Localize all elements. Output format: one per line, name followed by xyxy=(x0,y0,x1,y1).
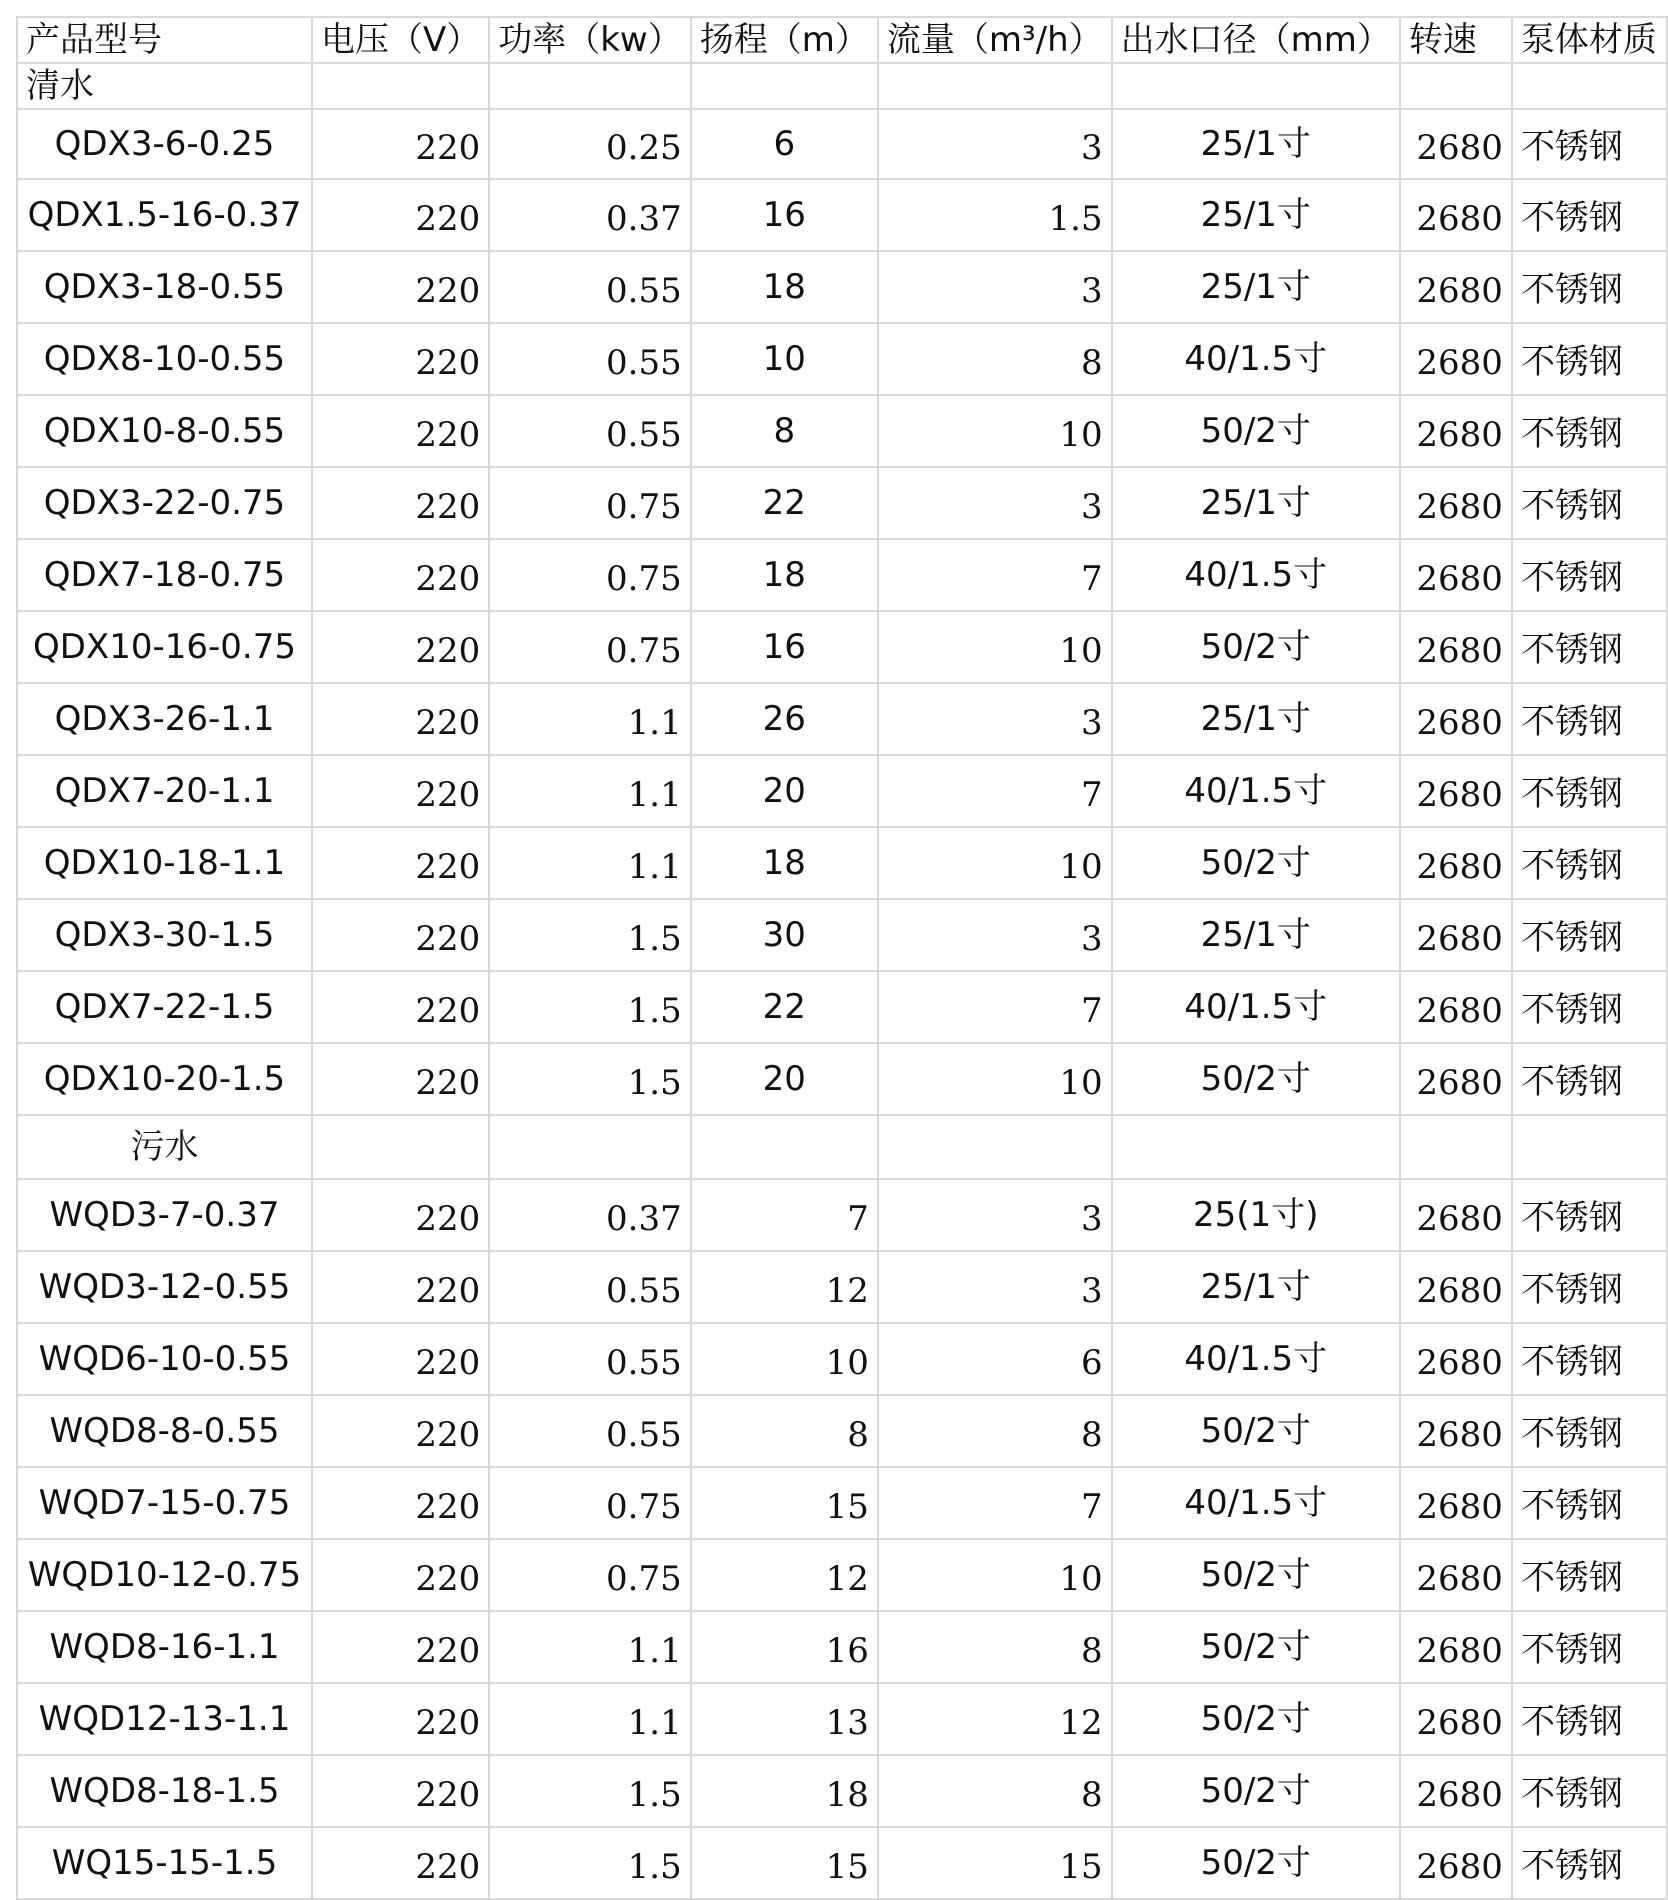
cell-model[interactable]: WQD3-12-0.55 xyxy=(17,1251,312,1323)
cell-voltage[interactable]: 220 xyxy=(312,1251,489,1323)
table-row xyxy=(17,755,1667,827)
cell-speed[interactable]: 2680 xyxy=(1400,179,1512,251)
cell-flow[interactable]: 7 xyxy=(878,539,1112,611)
cell-speed[interactable]: 2680 xyxy=(1400,251,1512,323)
cell-material[interactable]: 不锈钢 xyxy=(1512,1827,1667,1899)
cell-flow[interactable]: 7 xyxy=(878,971,1112,1043)
cell-voltage[interactable]: 220 xyxy=(312,539,489,611)
cell-voltage[interactable]: 220 xyxy=(312,683,489,755)
cell-voltage[interactable]: 220 xyxy=(312,1043,489,1115)
cell-voltage[interactable]: 220 xyxy=(312,1179,489,1251)
cell-flow[interactable]: 3 xyxy=(878,1179,1112,1251)
cell-material[interactable]: 不锈钢 xyxy=(1512,1611,1667,1683)
cell-flow[interactable]: 8 xyxy=(878,1611,1112,1683)
cell-flow[interactable]: 10 xyxy=(878,1539,1112,1611)
cell-voltage[interactable]: 220 xyxy=(312,323,489,395)
section-label[interactable]: 清水 xyxy=(17,63,312,109)
col-header-diameter[interactable]: 出水口径（mm） xyxy=(1112,17,1400,63)
cell-diameter[interactable]: 40/1.5寸 xyxy=(1112,539,1400,611)
cell-flow[interactable]: 1.5 xyxy=(878,179,1112,251)
cell-power[interactable]: 1.5 xyxy=(489,1827,691,1899)
cell-diameter[interactable]: 50/2寸 xyxy=(1112,827,1400,899)
cell-head[interactable]: 18 xyxy=(691,827,878,899)
cell-diameter[interactable]: 25/1寸 xyxy=(1112,109,1400,179)
cell-diameter[interactable]: 50/2寸 xyxy=(1112,1611,1400,1683)
col-header-material[interactable]: 泵体材质 xyxy=(1512,17,1667,63)
cell-diameter[interactable]: 50/2寸 xyxy=(1112,1539,1400,1611)
pump-spec-table xyxy=(16,16,1668,1900)
cell-voltage[interactable]: 220 xyxy=(312,971,489,1043)
cell-voltage[interactable]: 220 xyxy=(312,1611,489,1683)
cell-material[interactable]: 不锈钢 xyxy=(1512,1395,1667,1467)
cell-power[interactable]: 0.37 xyxy=(489,179,691,251)
cell-power[interactable]: 0.25 xyxy=(489,109,691,179)
cell-head[interactable]: 13 xyxy=(691,1683,878,1755)
cell-head[interactable]: 8 xyxy=(691,1395,878,1467)
cell-voltage[interactable]: 220 xyxy=(312,827,489,899)
cell-material[interactable]: 不锈钢 xyxy=(1512,1251,1667,1323)
cell-voltage[interactable]: 220 xyxy=(312,1323,489,1395)
cell-material[interactable]: 不锈钢 xyxy=(1512,395,1667,467)
cell-flow[interactable]: 10 xyxy=(878,395,1112,467)
cell-power[interactable]: 1.1 xyxy=(489,827,691,899)
cell-head[interactable]: 10 xyxy=(691,1323,878,1395)
cell-power[interactable]: 0.75 xyxy=(489,539,691,611)
cell-speed[interactable]: 2680 xyxy=(1400,1043,1512,1115)
cell-diameter[interactable]: 25/1寸 xyxy=(1112,179,1400,251)
cell-flow[interactable]: 10 xyxy=(878,1043,1112,1115)
cell-flow[interactable]: 8 xyxy=(878,1395,1112,1467)
cell-diameter[interactable]: 25/1寸 xyxy=(1112,899,1400,971)
cell-voltage[interactable]: 220 xyxy=(312,179,489,251)
table-row xyxy=(17,251,1667,323)
cell-diameter[interactable]: 25/1寸 xyxy=(1112,1251,1400,1323)
cell-model[interactable]: QDX3-30-1.5 xyxy=(17,899,312,971)
cell-model[interactable]: WQD8-8-0.55 xyxy=(17,1395,312,1467)
empty-cell[interactable] xyxy=(489,1115,691,1179)
cell-head[interactable]: 30 xyxy=(691,899,878,971)
cell-voltage[interactable]: 220 xyxy=(312,251,489,323)
cell-power[interactable]: 0.55 xyxy=(489,1323,691,1395)
cell-voltage[interactable]: 220 xyxy=(312,755,489,827)
cell-speed[interactable]: 2680 xyxy=(1400,1179,1512,1251)
cell-speed[interactable]: 2680 xyxy=(1400,539,1512,611)
cell-voltage[interactable]: 220 xyxy=(312,899,489,971)
cell-head[interactable]: 6 xyxy=(691,109,878,179)
cell-flow[interactable]: 10 xyxy=(878,611,1112,683)
cell-voltage[interactable]: 220 xyxy=(312,395,489,467)
cell-flow[interactable]: 7 xyxy=(878,755,1112,827)
cell-voltage[interactable]: 220 xyxy=(312,611,489,683)
cell-speed[interactable]: 2680 xyxy=(1400,1395,1512,1467)
cell-flow[interactable]: 15 xyxy=(878,1827,1112,1899)
cell-speed[interactable]: 2680 xyxy=(1400,611,1512,683)
empty-cell[interactable] xyxy=(1512,63,1667,109)
cell-flow[interactable]: 3 xyxy=(878,683,1112,755)
table-row xyxy=(17,827,1667,899)
col-header-power[interactable]: 功率（kw） xyxy=(489,17,691,63)
cell-head[interactable]: 20 xyxy=(691,1043,878,1115)
cell-head[interactable]: 26 xyxy=(691,683,878,755)
cell-speed[interactable]: 2680 xyxy=(1400,323,1512,395)
cell-material[interactable]: 不锈钢 xyxy=(1512,539,1667,611)
empty-cell[interactable] xyxy=(1112,1115,1400,1179)
cell-speed[interactable]: 2680 xyxy=(1400,1611,1512,1683)
cell-model[interactable]: QDX3-18-0.55 xyxy=(17,251,312,323)
cell-power[interactable]: 0.75 xyxy=(489,611,691,683)
cell-power[interactable]: 0.55 xyxy=(489,1395,691,1467)
cell-voltage[interactable]: 220 xyxy=(312,467,489,539)
cell-model[interactable]: WQD8-18-1.5 xyxy=(17,1755,312,1827)
cell-model[interactable]: QDX3-26-1.1 xyxy=(17,683,312,755)
table-row xyxy=(17,611,1667,683)
table-row xyxy=(17,539,1667,611)
empty-cell[interactable] xyxy=(878,1115,1112,1179)
cell-voltage[interactable]: 220 xyxy=(312,1827,489,1899)
empty-cell[interactable] xyxy=(312,63,489,109)
cell-material[interactable]: 不锈钢 xyxy=(1512,611,1667,683)
cell-power[interactable]: 0.37 xyxy=(489,1179,691,1251)
cell-flow[interactable]: 3 xyxy=(878,251,1112,323)
cell-head[interactable]: 10 xyxy=(691,323,878,395)
cell-diameter[interactable]: 50/2寸 xyxy=(1112,1043,1400,1115)
cell-speed[interactable]: 2680 xyxy=(1400,755,1512,827)
cell-model[interactable]: QDX3-22-0.75 xyxy=(17,467,312,539)
empty-cell[interactable] xyxy=(1112,63,1400,109)
cell-model[interactable]: WQD10-12-0.75 xyxy=(17,1539,312,1611)
cell-speed[interactable]: 2680 xyxy=(1400,1755,1512,1827)
cell-power[interactable]: 1.5 xyxy=(489,1043,691,1115)
cell-diameter[interactable]: 40/1.5寸 xyxy=(1112,1323,1400,1395)
cell-power[interactable]: 1.5 xyxy=(489,971,691,1043)
cell-material[interactable]: 不锈钢 xyxy=(1512,1179,1667,1251)
cell-flow[interactable]: 3 xyxy=(878,1251,1112,1323)
cell-head[interactable]: 12 xyxy=(691,1251,878,1323)
cell-model[interactable]: WQD3-7-0.37 xyxy=(17,1179,312,1251)
cell-model[interactable]: QDX10-18-1.1 xyxy=(17,827,312,899)
section-row xyxy=(17,63,1667,109)
cell-head[interactable]: 15 xyxy=(691,1827,878,1899)
empty-cell[interactable] xyxy=(1512,1115,1667,1179)
empty-cell[interactable] xyxy=(691,63,878,109)
cell-diameter[interactable]: 50/2寸 xyxy=(1112,395,1400,467)
cell-speed[interactable]: 2680 xyxy=(1400,109,1512,179)
table-row xyxy=(17,1539,1667,1611)
table-row xyxy=(17,1611,1667,1683)
cell-material[interactable]: 不锈钢 xyxy=(1512,971,1667,1043)
table-row xyxy=(17,395,1667,467)
table-row xyxy=(17,1251,1667,1323)
table-row xyxy=(17,1179,1667,1251)
cell-material[interactable]: 不锈钢 xyxy=(1512,1043,1667,1115)
cell-flow[interactable]: 3 xyxy=(878,109,1112,179)
cell-power[interactable]: 0.55 xyxy=(489,1251,691,1323)
cell-material[interactable]: 不锈钢 xyxy=(1512,1467,1667,1539)
table-row xyxy=(17,899,1667,971)
cell-diameter[interactable]: 50/2寸 xyxy=(1112,1755,1400,1827)
cell-diameter[interactable]: 40/1.5寸 xyxy=(1112,755,1400,827)
cell-head[interactable]: 20 xyxy=(691,755,878,827)
cell-speed[interactable]: 2680 xyxy=(1400,1539,1512,1611)
table-row xyxy=(17,323,1667,395)
empty-cell[interactable] xyxy=(1400,1115,1512,1179)
col-header-flow[interactable]: 流量（m³/h） xyxy=(878,17,1112,63)
cell-material[interactable]: 不锈钢 xyxy=(1512,1323,1667,1395)
cell-model[interactable]: WQ15-15-1.5 xyxy=(17,1827,312,1899)
cell-head[interactable]: 12 xyxy=(691,1539,878,1611)
table-row xyxy=(17,971,1667,1043)
cell-diameter[interactable]: 50/2寸 xyxy=(1112,611,1400,683)
table-row xyxy=(17,109,1667,179)
table-row xyxy=(17,1827,1667,1899)
cell-model[interactable]: WQD8-16-1.1 xyxy=(17,1611,312,1683)
cell-flow[interactable]: 8 xyxy=(878,1755,1112,1827)
table-row xyxy=(17,1043,1667,1115)
cell-flow[interactable]: 12 xyxy=(878,1683,1112,1755)
cell-speed[interactable]: 2680 xyxy=(1400,1251,1512,1323)
cell-power[interactable]: 0.75 xyxy=(489,1539,691,1611)
section-label[interactable]: 污水 xyxy=(17,1115,312,1179)
cell-head[interactable]: 18 xyxy=(691,539,878,611)
table-row xyxy=(17,1395,1667,1467)
cell-model[interactable]: QDX10-20-1.5 xyxy=(17,1043,312,1115)
cell-power[interactable]: 1.1 xyxy=(489,1683,691,1755)
cell-speed[interactable]: 2680 xyxy=(1400,467,1512,539)
cell-flow[interactable]: 10 xyxy=(878,827,1112,899)
cell-diameter[interactable]: 40/1.5寸 xyxy=(1112,1467,1400,1539)
cell-model[interactable]: WQD6-10-0.55 xyxy=(17,1323,312,1395)
table-row xyxy=(17,1683,1667,1755)
empty-cell[interactable] xyxy=(489,63,691,109)
table-row xyxy=(17,1755,1667,1827)
cell-voltage[interactable]: 220 xyxy=(312,1683,489,1755)
cell-power[interactable]: 0.75 xyxy=(489,1467,691,1539)
col-header-model[interactable]: 产品型号 xyxy=(17,17,312,63)
cell-power[interactable]: 0.55 xyxy=(489,251,691,323)
cell-head[interactable]: 8 xyxy=(691,395,878,467)
cell-diameter[interactable]: 40/1.5寸 xyxy=(1112,971,1400,1043)
col-header-voltage[interactable]: 电压（V） xyxy=(312,17,489,63)
table-row xyxy=(17,1323,1667,1395)
cell-model[interactable]: QDX8-10-0.55 xyxy=(17,323,312,395)
cell-speed[interactable]: 2680 xyxy=(1400,899,1512,971)
cell-speed[interactable]: 2680 xyxy=(1400,1323,1512,1395)
cell-model[interactable]: QDX3-6-0.25 xyxy=(17,109,312,179)
cell-head[interactable]: 18 xyxy=(691,251,878,323)
header-row xyxy=(17,17,1667,63)
cell-material[interactable]: 不锈钢 xyxy=(1512,179,1667,251)
cell-power[interactable]: 1.5 xyxy=(489,1755,691,1827)
cell-head[interactable]: 7 xyxy=(691,1179,878,1251)
cell-speed[interactable]: 2680 xyxy=(1400,1827,1512,1899)
cell-model[interactable]: QDX7-22-1.5 xyxy=(17,971,312,1043)
cell-model[interactable]: QDX10-8-0.55 xyxy=(17,395,312,467)
cell-material[interactable]: 不锈钢 xyxy=(1512,251,1667,323)
cell-flow[interactable]: 8 xyxy=(878,323,1112,395)
col-header-head[interactable]: 扬程（m） xyxy=(691,17,878,63)
table-row xyxy=(17,179,1667,251)
table-body xyxy=(17,17,1667,1899)
cell-model[interactable]: WQD12-13-1.1 xyxy=(17,1683,312,1755)
table-row xyxy=(17,467,1667,539)
empty-cell[interactable] xyxy=(878,63,1112,109)
cell-speed[interactable]: 2680 xyxy=(1400,827,1512,899)
cell-flow[interactable]: 3 xyxy=(878,899,1112,971)
cell-head[interactable]: 15 xyxy=(691,1467,878,1539)
cell-head[interactable]: 18 xyxy=(691,1755,878,1827)
cell-material[interactable]: 不锈钢 xyxy=(1512,467,1667,539)
cell-diameter[interactable]: 25/1寸 xyxy=(1112,251,1400,323)
cell-material[interactable]: 不锈钢 xyxy=(1512,683,1667,755)
cell-speed[interactable]: 2680 xyxy=(1400,1467,1512,1539)
cell-power[interactable]: 1.1 xyxy=(489,755,691,827)
cell-diameter[interactable]: 50/2寸 xyxy=(1112,1827,1400,1899)
cell-material[interactable]: 不锈钢 xyxy=(1512,827,1667,899)
cell-power[interactable]: 0.75 xyxy=(489,467,691,539)
cell-power[interactable]: 1.1 xyxy=(489,683,691,755)
cell-head[interactable]: 22 xyxy=(691,971,878,1043)
cell-material[interactable]: 不锈钢 xyxy=(1512,755,1667,827)
cell-voltage[interactable]: 220 xyxy=(312,1539,489,1611)
cell-speed[interactable]: 2680 xyxy=(1400,1683,1512,1755)
cell-diameter[interactable]: 25/1寸 xyxy=(1112,683,1400,755)
cell-model[interactable]: QDX1.5-16-0.37 xyxy=(17,179,312,251)
cell-power[interactable]: 0.55 xyxy=(489,395,691,467)
cell-material[interactable]: 不锈钢 xyxy=(1512,899,1667,971)
cell-head[interactable]: 16 xyxy=(691,611,878,683)
cell-voltage[interactable]: 220 xyxy=(312,109,489,179)
cell-flow[interactable]: 7 xyxy=(878,1467,1112,1539)
cell-head[interactable]: 16 xyxy=(691,1611,878,1683)
cell-power[interactable]: 0.55 xyxy=(489,323,691,395)
cell-material[interactable]: 不锈钢 xyxy=(1512,1683,1667,1755)
cell-diameter[interactable]: 25(1寸) xyxy=(1112,1179,1400,1251)
cell-diameter[interactable]: 40/1.5寸 xyxy=(1112,323,1400,395)
col-header-speed[interactable]: 转速 xyxy=(1400,17,1512,63)
cell-model[interactable]: QDX7-20-1.1 xyxy=(17,755,312,827)
empty-cell[interactable] xyxy=(1400,63,1512,109)
cell-voltage[interactable]: 220 xyxy=(312,1755,489,1827)
cell-power[interactable]: 1.1 xyxy=(489,1611,691,1683)
cell-power[interactable]: 1.5 xyxy=(489,899,691,971)
empty-cell[interactable] xyxy=(691,1115,878,1179)
cell-diameter[interactable]: 50/2寸 xyxy=(1112,1683,1400,1755)
cell-voltage[interactable]: 220 xyxy=(312,1395,489,1467)
cell-speed[interactable]: 2680 xyxy=(1400,395,1512,467)
cell-model[interactable]: QDX10-16-0.75 xyxy=(17,611,312,683)
cell-diameter[interactable]: 25/1寸 xyxy=(1112,467,1400,539)
table-row xyxy=(17,683,1667,755)
cell-head[interactable]: 16 xyxy=(691,179,878,251)
empty-cell[interactable] xyxy=(312,1115,489,1179)
cell-material[interactable]: 不锈钢 xyxy=(1512,1755,1667,1827)
cell-model[interactable]: QDX7-18-0.75 xyxy=(17,539,312,611)
cell-material[interactable]: 不锈钢 xyxy=(1512,323,1667,395)
cell-speed[interactable]: 2680 xyxy=(1400,971,1512,1043)
cell-speed[interactable]: 2680 xyxy=(1400,683,1512,755)
cell-voltage[interactable]: 220 xyxy=(312,1467,489,1539)
cell-flow[interactable]: 6 xyxy=(878,1323,1112,1395)
cell-model[interactable]: WQD7-15-0.75 xyxy=(17,1467,312,1539)
table-row xyxy=(17,1467,1667,1539)
cell-flow[interactable]: 3 xyxy=(878,467,1112,539)
section-row xyxy=(17,1115,1667,1179)
cell-head[interactable]: 22 xyxy=(691,467,878,539)
cell-material[interactable]: 不锈钢 xyxy=(1512,109,1667,179)
cell-diameter[interactable]: 50/2寸 xyxy=(1112,1395,1400,1467)
cell-material[interactable]: 不锈钢 xyxy=(1512,1539,1667,1611)
